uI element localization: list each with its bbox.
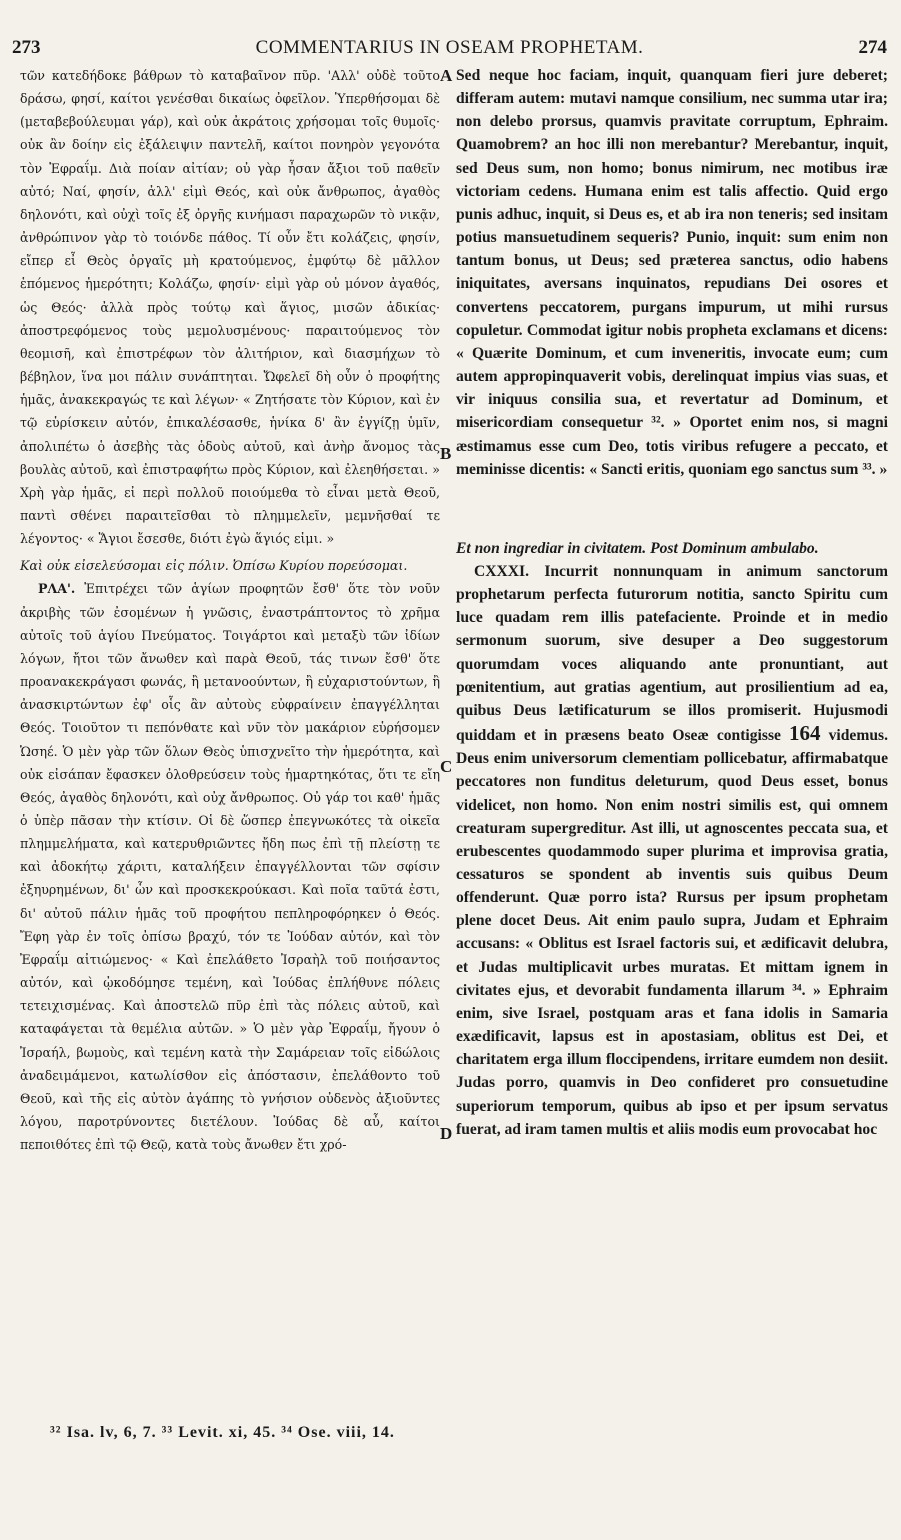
page-number-right: 274 bbox=[858, 37, 887, 58]
running-header bbox=[12, 34, 887, 62]
greek-lemma: Καὶ οὐκ εἰσελεύσομαι εἰς πόλιν. Ὀπίσω Κυρίου πορεύσομαι. bbox=[20, 558, 408, 574]
latin-section-number: CXXXI. bbox=[474, 562, 530, 580]
footnotes: ³² Isa. lv, 6, 7. ³³ Levit. xi, 45. ³⁴ Ose. viii, 14. bbox=[50, 1424, 395, 1441]
margin-letter-c: C bbox=[440, 757, 453, 776]
latin-paragraph-1: Sed neque hoc faciam, inquit, quanquam fieri jure deberet; differam autem: mutavi namque consilium, nec summa utar ira; non delebo prorsus, quamvis pravitate corruptum, Ephraim. Quamobrem? an hoc illi non merebantur? Merebantur, inquit, sed Deus sum, non homo; bonus nimirum, nec motibus iræ victoriam cedens. Humana enim est talis affectio. Quid ergo punis adhuc, inquit, si Deus es, et ab ira non teneris; sed insitam potius mansuetudinem sequeris? Punio, inquit: sum enim non tantum bonus, ut Deus; sed præterea sanctus, odio habens iniquitates, aversans inquinatos, repudians Dei osores et convertens peccatorem, purgans impurum, ut mihi rursus copuletur. Commodat igitur nobis propheta exclamans et dicens: « Quærite Dominum, et cum inveneritis, invocate eum; cum autem appropinquaverit vobis, derelinquat impius vias suas, et vir iniquus consilia sua, et revertatur ad Dominum, et misericordiam consequetur ³². » Oportet enim nos, si magni æstimamus esse cum Deo, totis viribus refugere a peccato, et meminisse dicentis: « Sancti eritis, quoniam ego sanctus sum ³³. » bbox=[456, 67, 888, 478]
latin-paragraph-2 bbox=[456, 560, 888, 1141]
latin-lemma: Et non ingrediar in civitatem. Post Dominum ambulabo. bbox=[456, 539, 819, 557]
greek-section-number: ΡΛΑ'. bbox=[38, 581, 76, 597]
margin-letter-b: B bbox=[440, 444, 452, 463]
greek-column bbox=[20, 64, 440, 1156]
margin-letter-d: D bbox=[440, 1124, 453, 1143]
greek-paragraph-2 bbox=[20, 577, 440, 1156]
latin-column bbox=[456, 64, 888, 1141]
margin-letter-a: A bbox=[440, 66, 453, 85]
running-title: COMMENTARIUS IN OSEAM PROPHETAM. bbox=[255, 37, 644, 58]
greek-paragraph-2-text: Ἐπιτρέχει τῶν ἁγίων προφητῶν ἔσθ' ὅτε τὸν νοῦν ἀκριβὴς τῶν ἐσομένων ἡ γνῶσις, ἐναστράπτοντος τὸ χρῆμα αὐτοῖς τοῦ ἁγίου Πνεύματος. Τοιγάρτοι καὶ μεταξὺ τῶν ἰδίων λόγων, ἤτοι τῶν ἄνωθεν καὶ παρὰ Θεοῦ, τάς τινων ἔσθ' ὅτε προανακεκράγασι φωνάς, ἢ μετανοούντων, ἢ εὐχαριστούντων, ἢ ἀνασκιρτώντων ἐφ' οἷς ἂν αὐτοὺς εὐφραίνειν ἐπαγγέλληται Θεός. Τοιοῦτον τι πεπόνθατε καὶ νῦν τὸν μακάριον εὑρήσομεν Ὡσηέ. Ὁ μὲν γὰρ τῶν ὅλων Θεὸς ὑπισχνεῖτο τὴν ἡμερότητα, καὶ οὐκ εἰσάπαν ἔφασκεν ὀλοθρεύσειν τοὺς ἡμαρτηκότας, ὅτι τε εἴη Θεός, ἀγαθὸς δηλονότι, καὶ οὐχ ἄνθρωπος. Οὐ γάρ τοι καθ' ἡμᾶς ὁ ὑπὲρ πᾶσαν τὴν κτίσιν. Οἱ δὲ ὥσπερ ἐπεγνωκότες τὰ οἰκεῖα πλημμελήματα, καὶ κατερυθριῶντες ἤδη πως ἐπὶ τῇ πλείστῃ τε καὶ ἀδοκήτῳ χάριτι, καταλήξειν ἐπαγγέλλονται τῶν σφίσιν ἐξηυρημένων, δι' ὧν καὶ προσκεκρούκασι. Καὶ ποῖα ταῦτά ἐστι, δι' αὐτοῦ πάλιν ἡμᾶς τοῦ προφήτου πεπληροφόρηκεν ὁ Θεός. Ἔφη γὰρ ἐν τοῖς ὀπίσω βραχύ, τόν τε Ἰούδαν αὐτόν, καὶ τὸν Ἐφραΐμ αἰτιώμενος· « Καὶ ἐπελάθετο Ἰσραὴλ τοῦ ποιήσαντος αὐτόν, καὶ ᾠκοδόμησε τεμένη, καὶ Ἰούδας ἐπλήθυνε πόλεις τετειχισμένας. Καὶ ἀποστελῶ πῦρ ἐπὶ τὰς πόλεις αὐτοῦ, καὶ καταφάγεται τὰ θεμέλια αὐτῶν. » Ὁ μὲν γὰρ Ἐφραΐμ, ἤγουν ὁ Ἰσραήλ, βωμοὺς, καὶ τεμένη κατὰ τὴν Σαμάρειαν τοῖς εἰδώλοις ἀναδειμάμενοι, κατωλίσθον εἰς ἀπόστασιν, ἐπελάθοντο τοῦ Θεοῦ, καὶ τῆς εἰς αὐτὸν ἀγάπης τὸ γνήσιον οὐδενὸς ἀξιοῦντες λόγου, παροτρύνοντες διετέλουν. Ἰούδας δὲ αὖ, καίτοι πεποιθότες ἐπὶ τῷ Θεῷ, κατὰ τοὺς ἄνωθεν ἔτι χρό- bbox=[20, 581, 440, 1153]
latin-paragraph-2a: Incurrit nonnunquam in animum sanctorum prophetarum perfecta futurorum notitia, sancto Spiritu cum luce quadam rem illis patefaciente. Proinde et in medio sermonum suorum, sive desuper a Deo suggestorum quorumdam voces aliquando ante pronuntiant, aut pœnitentium, aut gratias agentium, aut prosilientium ad ea, quibus Deus lætificaturum se illos promiserit. Hujusmodi quiddam et in præsens beato Oseæ contigisse bbox=[456, 562, 888, 745]
column-number-164: 164 bbox=[789, 721, 821, 746]
page-number-left: 273 bbox=[12, 37, 41, 58]
latin-paragraph-2b: videmus. Deus enim universorum clementiam pollicebatur, affirmabatque peccatores non funditus deleturum, quod Deus esset, bonus videlicet, non homo. Non enim nostri similis est, qui omnem creaturam supergreditur. Ast illi, ut agnoscentes peccata sua, et erubescentes quodammodo super plurima et improvisa gratia, cessaturos se spondent ab inventis suis quibus Deum offenderunt. Quæ porro ista? Rursus per ipsum prophetam plene docet Deus. Ait enim paulo supra, Judam et Ephraim accusans: « Oblitus est Israel factoris sui, et ædificavit delubra, et Judas multiplicavit urbes muratas. Et mittam ignem in civitates ejus, et devorabit fundamenta illarum ³⁴. » Ephraim enim, sive Israel, postquam aras et fana idolis in Samaria exædificavit, lapsus est in apostasiam, oblitus est Dei, et charitatem erga illum floccipendens, irritare eumdem non desiit. Judas porro, quamvis in Deo confideret pro consuetudine superiorum temporum, quibus ab ipso et per ipsum servatus fuerat, ad iram tamen multis et aliis modis eum provocabat hoc bbox=[456, 727, 888, 1138]
greek-paragraph-1: τῶν κατεδήδοκε βάθρων τὸ καταβαῖνον πῦρ. 'Αλλ' οὐδὲ τοῦτο δράσω, φησί, καίτοι γενέσθαι δικαίως ὀφεῖλον. Ὑπερθήσομαι δὲ (μεταβεβούλευμαι γάρ), καὶ οὐκ ἀκράτοις χρήσομαι τοῖς θυμοῖς· οὐκ ἂν δοίην εἰς ἐξάλειψιν παντελῆ, καίτοι πονηρὸν γεγονότα τὸν Ἐφραΐμ. Διὰ ποίαν αἰτίαν; οὐ γὰρ ἦσαν ἄξιοι τοῦ παθεῖν αὐτό; Ναί, φησίν, ἀλλ' εἰμὶ Θεός, καὶ οὐκ ἄνθρωπος, ἀγαθὸς δηλονότι, καὶ οὐχὶ τοῖς ἐξ ὀργῆς κινήμασι παραχωρῶν τὸ νικᾷν, ἀνθρώπινον γὰρ τὸ τοιόνδε πάθος. Τί οὖν ἔτι κολάζεις, φησίν, εἴπερ εἶ Θεὸς ὀργαῖς μὴ κρατούμενος, ἐμφύτῳ δὲ μᾶλλον ἑπόμενος ἡμερότητι; Κολάζω, φησίν· εἰμὶ γὰρ οὐ μόνον ἀγαθός, ὡς Θεός· ἀλλὰ πρὸς τούτῳ καὶ ἅγιος, μισῶν ἀδικίας· ἀποστρεφόμενος τοὺς μεμολυσμένους· παραιτούμενος τὸν θεομισῆ, καὶ ἐπιστρέφων τὸν ἀλιτήριον, καὶ διασμήχων τὸ βέβηλον, ἵνα μοι πάλιν συνάπτηται. Ὤφελεῖ δὴ οὖν ὁ προφήτης ἡμᾶς, ἀνακεκραγώς τε καὶ λέγων· « Ζητήσατε τὸν Κύριον, καὶ ἐν τῷ εὑρίσκειν αὐτόν, ἐπικαλέσασθε, ἡνίκα δ' ἂν ἐγγίζῃ ὑμῖν, ἀπολιπέτω ὁ ἀσεβὴς τὰς ὁδοὺς αὐτοῦ, καὶ ἀνὴρ ἄνομος τὰς βουλὰς αὐτοῦ, καὶ ἐπιστραφήτω πρὸς Κύριον, καὶ ἐλεηθήσεται. » Χρὴ γὰρ ἡμᾶς, εἰ περὶ πολλοῦ ποιούμεθα τὸ εἶναι μετὰ Θεοῦ, παντὶ σθένει παραιτεῖσθαι τὸ πλημμελεῖν, μεμνῆσθαί τε λέγοντος· « Ἅγιοι ἔσεσθε, διότι ἐγὼ ἅγιός εἰμι. » bbox=[20, 68, 440, 547]
